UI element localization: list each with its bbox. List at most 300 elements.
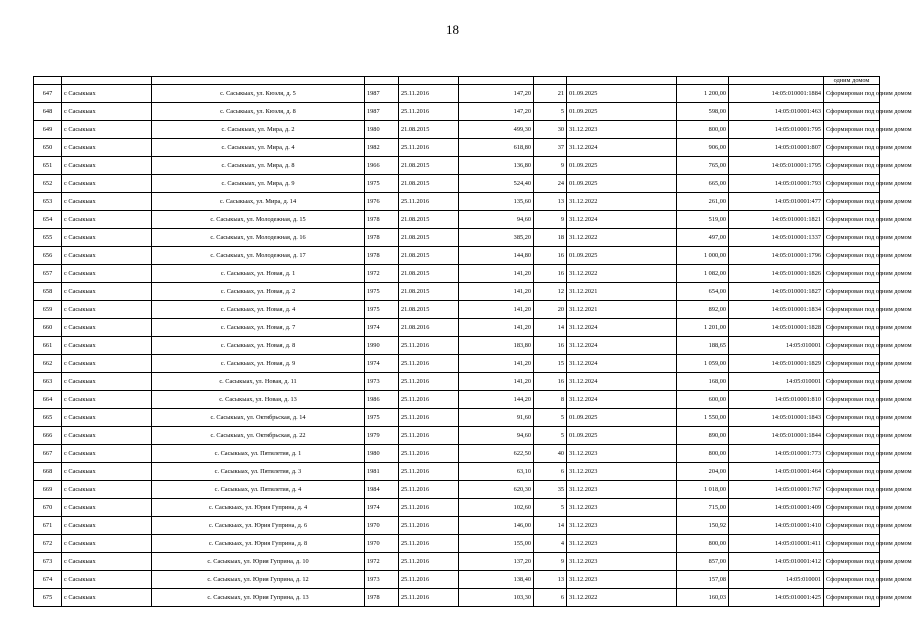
row-number-cell: 656 <box>34 247 62 265</box>
status-cell: Сформирован под одним домом <box>824 445 880 463</box>
table-row <box>34 571 880 589</box>
cadastral-number-cell: 14:05:010001:477 <box>729 193 824 211</box>
date-cell: 21.08.2015 <box>399 247 459 265</box>
table-header-row <box>34 77 880 85</box>
status-cell: Сформирован под одним домом <box>824 103 880 121</box>
area-cell: 91,60 <box>459 409 534 427</box>
amount-cell: 160,03 <box>677 589 729 607</box>
build-year-cell: 1978 <box>365 211 399 229</box>
count-cell: 16 <box>534 247 567 265</box>
date-cell: 25.11.2016 <box>399 499 459 517</box>
count-cell: 35 <box>534 481 567 499</box>
area-cell: 63,10 <box>459 463 534 481</box>
locality-cell: с Сасыкыах <box>62 157 152 175</box>
amount-cell: 1 059,00 <box>677 355 729 373</box>
amount-cell: 906,00 <box>677 139 729 157</box>
status-cell: Сформирован под одним домом <box>824 589 880 607</box>
area-cell: 103,30 <box>459 589 534 607</box>
cadastral-number-cell: 14:05:010001:767 <box>729 481 824 499</box>
deadline-cell: 31.12.2022 <box>567 589 677 607</box>
cadastral-number-cell: 14:05:010001:1884 <box>729 85 824 103</box>
cadastral-number-cell: 14:05:010001:409 <box>729 499 824 517</box>
build-year-cell: 1972 <box>365 265 399 283</box>
amount-cell: 519,00 <box>677 211 729 229</box>
build-year-cell: 1970 <box>365 517 399 535</box>
address-cell: с. Сасыкыах, ул. Новая, д. 13 <box>152 391 365 409</box>
count-cell: 13 <box>534 193 567 211</box>
count-cell: 14 <box>534 517 567 535</box>
cadastral-number-cell: 14:05:010001:1827 <box>729 283 824 301</box>
status-cell: Сформирован под одним домом <box>824 301 880 319</box>
status-cell: Сформирован под одним домом <box>824 175 880 193</box>
deadline-cell: 31.12.2023 <box>567 517 677 535</box>
table-row <box>34 121 880 139</box>
cadastral-number-cell: 14:05:010001:1843 <box>729 409 824 427</box>
address-cell: с. Сасыкыах, ул. Новая, д. 7 <box>152 319 365 337</box>
amount-cell: 188,65 <box>677 337 729 355</box>
housing-registry-table <box>33 76 912 607</box>
date-cell: 25.11.2016 <box>399 103 459 121</box>
area-cell: 135,60 <box>459 193 534 211</box>
area-cell: 146,00 <box>459 517 534 535</box>
address-cell: с. Сасыкыах, ул. Пятилетия, д. 4 <box>152 481 365 499</box>
locality-cell: с Сасыкыах <box>62 229 152 247</box>
locality-cell: с Сасыкыах <box>62 355 152 373</box>
count-cell: 16 <box>534 265 567 283</box>
date-cell: 25.11.2016 <box>399 589 459 607</box>
deadline-cell: 01.09.2025 <box>567 175 677 193</box>
amount-cell: 654,00 <box>677 283 729 301</box>
header-cell <box>534 77 567 85</box>
count-cell: 6 <box>534 589 567 607</box>
address-cell: с. Сасыкыах, ул. Мира, д. 8 <box>152 157 365 175</box>
table-row <box>34 103 880 121</box>
amount-cell: 1 550,00 <box>677 409 729 427</box>
locality-cell: с Сасыкыах <box>62 265 152 283</box>
table-row <box>34 445 880 463</box>
status-cell: Сформирован под одним домом <box>824 247 880 265</box>
row-number-cell: 653 <box>34 193 62 211</box>
row-number-cell: 659 <box>34 301 62 319</box>
header-cell <box>365 77 399 85</box>
area-cell: 622,50 <box>459 445 534 463</box>
address-cell: с. Сасыкыах, ул. Юрия Гуприна, д. 8 <box>152 535 365 553</box>
build-year-cell: 1974 <box>365 499 399 517</box>
row-number-cell: 649 <box>34 121 62 139</box>
area-cell: 144,20 <box>459 391 534 409</box>
locality-cell: с Сасыкыах <box>62 139 152 157</box>
count-cell: 13 <box>534 571 567 589</box>
build-year-cell: 1978 <box>365 229 399 247</box>
amount-cell: 204,00 <box>677 463 729 481</box>
deadline-cell: 31.12.2023 <box>567 481 677 499</box>
table-row <box>34 391 880 409</box>
locality-cell: с Сасыкыах <box>62 481 152 499</box>
status-cell: Сформирован под одним домом <box>824 211 880 229</box>
status-cell: Сформирован под одним домом <box>824 373 880 391</box>
build-year-cell: 1982 <box>365 139 399 157</box>
amount-cell: 600,00 <box>677 391 729 409</box>
area-cell: 499,30 <box>459 121 534 139</box>
date-cell: 25.11.2016 <box>399 481 459 499</box>
address-cell: с. Сасыкыах, ул. Мира, д. 9 <box>152 175 365 193</box>
build-year-cell: 1975 <box>365 283 399 301</box>
area-cell: 141,20 <box>459 283 534 301</box>
locality-cell: с Сасыкыах <box>62 535 152 553</box>
locality-cell: с Сасыкыах <box>62 553 152 571</box>
date-cell: 25.11.2016 <box>399 409 459 427</box>
build-year-cell: 1990 <box>365 337 399 355</box>
build-year-cell: 1986 <box>365 391 399 409</box>
cadastral-number-cell: 14:05:010001:1796 <box>729 247 824 265</box>
row-number-cell: 652 <box>34 175 62 193</box>
table-row <box>34 427 880 445</box>
count-cell: 16 <box>534 337 567 355</box>
address-cell: с. Сасыкыах, ул. Кюэля, д. 5 <box>152 85 365 103</box>
table-row <box>34 139 880 157</box>
area-cell: 141,20 <box>459 265 534 283</box>
address-cell: с. Сасыкыах, ул. Юрия Гуприна, д. 6 <box>152 517 365 535</box>
area-cell: 385,20 <box>459 229 534 247</box>
status-cell: Сформирован под одним домом <box>824 481 880 499</box>
header-cell <box>152 77 365 85</box>
address-cell: с. Сасыкыах, ул. Молодежная, д. 17 <box>152 247 365 265</box>
build-year-cell: 1975 <box>365 301 399 319</box>
area-cell: 102,60 <box>459 499 534 517</box>
area-cell: 620,30 <box>459 481 534 499</box>
row-number-cell: 650 <box>34 139 62 157</box>
status-cell: Сформирован под одним домом <box>824 283 880 301</box>
locality-cell: с Сасыкыах <box>62 589 152 607</box>
address-cell: с. Сасыкыах, ул. Кюэля, д. 8 <box>152 103 365 121</box>
build-year-cell: 1980 <box>365 121 399 139</box>
count-cell: 8 <box>534 391 567 409</box>
cadastral-number-cell: 14:05:010001:810 <box>729 391 824 409</box>
row-number-cell: 675 <box>34 589 62 607</box>
status-cell: Сформирован под одним домом <box>824 517 880 535</box>
header-cell <box>677 77 729 85</box>
count-cell: 4 <box>534 535 567 553</box>
table-row <box>34 409 880 427</box>
row-number-cell: 667 <box>34 445 62 463</box>
deadline-cell: 31.12.2024 <box>567 355 677 373</box>
cadastral-number-cell: 14:05:010001:773 <box>729 445 824 463</box>
date-cell: 25.11.2016 <box>399 427 459 445</box>
area-cell: 141,20 <box>459 301 534 319</box>
build-year-cell: 1975 <box>365 175 399 193</box>
status-cell: Сформирован под одним домом <box>824 265 880 283</box>
table-row <box>34 319 880 337</box>
row-number-cell: 668 <box>34 463 62 481</box>
locality-cell: с Сасыкыах <box>62 175 152 193</box>
locality-cell: с Сасыкыах <box>62 247 152 265</box>
status-cell: Сформирован под одним домом <box>824 535 880 553</box>
table-row <box>34 193 880 211</box>
table-row <box>34 589 880 607</box>
amount-cell: 1 082,00 <box>677 265 729 283</box>
deadline-cell: 31.12.2023 <box>567 553 677 571</box>
build-year-cell: 1975 <box>365 409 399 427</box>
address-cell: с. Сасыкыах, ул. Пятилетия, д. 3 <box>152 463 365 481</box>
status-cell: Сформирован под одним домом <box>824 193 880 211</box>
status-cell: Сформирован под одним домом <box>824 355 880 373</box>
count-cell: 16 <box>534 373 567 391</box>
date-cell: 25.11.2016 <box>399 139 459 157</box>
date-cell: 25.11.2016 <box>399 463 459 481</box>
date-cell: 21.08.2015 <box>399 301 459 319</box>
build-year-cell: 1970 <box>365 535 399 553</box>
deadline-cell: 31.12.2023 <box>567 571 677 589</box>
locality-cell: с Сасыкыах <box>62 373 152 391</box>
locality-cell: с Сасыкыах <box>62 103 152 121</box>
cadastral-number-cell: 14:05:010001:1829 <box>729 355 824 373</box>
address-cell: с. Сасыкыах, ул. Октябрьская, д. 22 <box>152 427 365 445</box>
cadastral-number-cell: 14:05:010001 <box>729 337 824 355</box>
row-number-cell: 670 <box>34 499 62 517</box>
count-cell: 9 <box>534 211 567 229</box>
address-cell: с. Сасыкыах, ул. Новая, д. 4 <box>152 301 365 319</box>
deadline-cell: 31.12.2022 <box>567 193 677 211</box>
address-cell: с. Сасыкыах, ул. Новая, д. 8 <box>152 337 365 355</box>
status-cell: Сформирован под одним домом <box>824 121 880 139</box>
cadastral-number-cell: 14:05:010001:412 <box>729 553 824 571</box>
area-cell: 137,20 <box>459 553 534 571</box>
status-cell: Сформирован под одним домом <box>824 463 880 481</box>
locality-cell: с Сасыкыах <box>62 85 152 103</box>
table-row <box>34 85 880 103</box>
header-cell <box>567 77 677 85</box>
row-number-cell: 665 <box>34 409 62 427</box>
amount-cell: 1 000,00 <box>677 247 729 265</box>
row-number-cell: 648 <box>34 103 62 121</box>
cadastral-number-cell: 14:05:010001 <box>729 373 824 391</box>
locality-cell: с Сасыкыах <box>62 571 152 589</box>
date-cell: 25.11.2016 <box>399 571 459 589</box>
amount-cell: 598,00 <box>677 103 729 121</box>
row-number-cell: 658 <box>34 283 62 301</box>
table-row <box>34 283 880 301</box>
build-year-cell: 1978 <box>365 247 399 265</box>
date-cell: 25.11.2016 <box>399 373 459 391</box>
row-number-cell: 647 <box>34 85 62 103</box>
amount-cell: 765,00 <box>677 157 729 175</box>
status-cell: Сформирован под одним домом <box>824 499 880 517</box>
address-cell: с. Сасыкыах, ул. Юрия Гуприна, д. 12 <box>152 571 365 589</box>
count-cell: 5 <box>534 499 567 517</box>
status-cell: Сформирован под одним домом <box>824 571 880 589</box>
address-cell: с. Сасыкыах, ул. Новая, д. 2 <box>152 283 365 301</box>
amount-cell: 1 201,00 <box>677 319 729 337</box>
table-row <box>34 265 880 283</box>
row-number-cell: 654 <box>34 211 62 229</box>
date-cell: 25.11.2016 <box>399 445 459 463</box>
date-cell: 25.11.2016 <box>399 193 459 211</box>
area-cell: 94,60 <box>459 427 534 445</box>
deadline-cell: 31.12.2022 <box>567 265 677 283</box>
amount-cell: 150,92 <box>677 517 729 535</box>
cadastral-number-cell: 14:05:010001:795 <box>729 121 824 139</box>
area-cell: 183,80 <box>459 337 534 355</box>
locality-cell: с Сасыкыах <box>62 517 152 535</box>
build-year-cell: 1972 <box>365 553 399 571</box>
cadastral-number-cell: 14:05:010001:464 <box>729 463 824 481</box>
count-cell: 5 <box>534 409 567 427</box>
count-cell: 37 <box>534 139 567 157</box>
deadline-cell: 31.12.2023 <box>567 463 677 481</box>
area-cell: 155,00 <box>459 535 534 553</box>
area-cell: 136,80 <box>459 157 534 175</box>
area-cell: 141,20 <box>459 373 534 391</box>
amount-cell: 261,00 <box>677 193 729 211</box>
amount-cell: 497,00 <box>677 229 729 247</box>
deadline-cell: 01.09.2025 <box>567 157 677 175</box>
cadastral-number-cell: 14:05:010001:1821 <box>729 211 824 229</box>
cadastral-number-cell: 14:05:010001:1337 <box>729 229 824 247</box>
date-cell: 25.11.2016 <box>399 517 459 535</box>
build-year-cell: 1974 <box>365 355 399 373</box>
row-number-cell: 664 <box>34 391 62 409</box>
row-number-cell: 651 <box>34 157 62 175</box>
address-cell: с. Сасыкыах, ул. Юрия Гуприна, д. 10 <box>152 553 365 571</box>
status-tail-cell: одним домом <box>824 77 880 85</box>
table-row <box>34 517 880 535</box>
cadastral-number-cell: 14:05:010001:793 <box>729 175 824 193</box>
deadline-cell: 31.12.2021 <box>567 301 677 319</box>
locality-cell: с Сасыкыах <box>62 409 152 427</box>
table-row <box>34 553 880 571</box>
table-row <box>34 175 880 193</box>
date-cell: 25.11.2016 <box>399 85 459 103</box>
locality-cell: с Сасыкыах <box>62 319 152 337</box>
cadastral-number-cell: 14:05:010001:1828 <box>729 319 824 337</box>
header-cell <box>729 77 824 85</box>
table-row <box>34 355 880 373</box>
cadastral-number-cell: 14:05:010001:425 <box>729 589 824 607</box>
locality-cell: с Сасыкыах <box>62 211 152 229</box>
deadline-cell: 01.09.2025 <box>567 409 677 427</box>
date-cell: 21.08.2015 <box>399 283 459 301</box>
status-cell: Сформирован под одним домом <box>824 85 880 103</box>
status-cell: Сформирован под одним домом <box>824 427 880 445</box>
cadastral-number-cell: 14:05:010001:1795 <box>729 157 824 175</box>
address-cell: с. Сасыкыах, ул. Мира, д. 14 <box>152 193 365 211</box>
date-cell: 21.08.2015 <box>399 265 459 283</box>
status-cell: Сформирован под одним домом <box>824 319 880 337</box>
count-cell: 5 <box>534 103 567 121</box>
date-cell: 25.11.2016 <box>399 391 459 409</box>
build-year-cell: 1987 <box>365 103 399 121</box>
amount-cell: 800,00 <box>677 121 729 139</box>
locality-cell: с Сасыкыах <box>62 301 152 319</box>
address-cell: с. Сасыкыах, ул. Октябрьская, д. 14 <box>152 409 365 427</box>
deadline-cell: 31.12.2024 <box>567 319 677 337</box>
table-row <box>34 301 880 319</box>
cadastral-number-cell: 14:05:010001:1826 <box>729 265 824 283</box>
status-cell: Сформирован под одним домом <box>824 337 880 355</box>
amount-cell: 157,08 <box>677 571 729 589</box>
row-number-cell: 672 <box>34 535 62 553</box>
cadastral-number-cell: 14:05:010001:463 <box>729 103 824 121</box>
row-number-cell: 663 <box>34 373 62 391</box>
header-cell <box>399 77 459 85</box>
build-year-cell: 1979 <box>365 427 399 445</box>
date-cell: 21.08.2016 <box>399 319 459 337</box>
date-cell: 25.11.2016 <box>399 553 459 571</box>
row-number-cell: 661 <box>34 337 62 355</box>
address-cell: с. Сасыкыах, ул. Пятилетия, д. 1 <box>152 445 365 463</box>
header-cell <box>62 77 152 85</box>
table-row <box>34 481 880 499</box>
count-cell: 9 <box>534 157 567 175</box>
count-cell: 6 <box>534 463 567 481</box>
count-cell: 21 <box>534 85 567 103</box>
table-row <box>34 337 880 355</box>
address-cell: с. Сасыкыах, ул. Юрия Гуприна, д. 13 <box>152 589 365 607</box>
build-year-cell: 1973 <box>365 571 399 589</box>
status-cell: Сформирован под одним домом <box>824 229 880 247</box>
area-cell: 141,20 <box>459 355 534 373</box>
row-number-cell: 657 <box>34 265 62 283</box>
address-cell: с. Сасыкыах, ул. Новая, д. 1 <box>152 265 365 283</box>
count-cell: 18 <box>534 229 567 247</box>
amount-cell: 892,00 <box>677 301 729 319</box>
row-number-cell: 669 <box>34 481 62 499</box>
area-cell: 138,40 <box>459 571 534 589</box>
count-cell: 12 <box>534 283 567 301</box>
date-cell: 25.11.2016 <box>399 535 459 553</box>
row-number-cell: 660 <box>34 319 62 337</box>
deadline-cell: 31.12.2023 <box>567 499 677 517</box>
address-cell: с. Сасыкыах, ул. Мира, д. 4 <box>152 139 365 157</box>
table-row <box>34 247 880 265</box>
count-cell: 14 <box>534 319 567 337</box>
count-cell: 40 <box>534 445 567 463</box>
deadline-cell: 01.09.2025 <box>567 85 677 103</box>
status-cell: Сформирован под одним домом <box>824 139 880 157</box>
area-cell: 147,20 <box>459 103 534 121</box>
address-cell: с. Сасыкыах, ул. Мира, д. 2 <box>152 121 365 139</box>
area-cell: 141,20 <box>459 319 534 337</box>
deadline-cell: 01.09.2025 <box>567 427 677 445</box>
locality-cell: с Сасыкыах <box>62 445 152 463</box>
amount-cell: 1 200,00 <box>677 85 729 103</box>
row-number-cell: 674 <box>34 571 62 589</box>
area-cell: 144,80 <box>459 247 534 265</box>
amount-cell: 715,00 <box>677 499 729 517</box>
locality-cell: с Сасыкыах <box>62 499 152 517</box>
address-cell: с. Сасыкыах, ул. Юрия Гуприна, д. 4 <box>152 499 365 517</box>
date-cell: 21.08.2015 <box>399 175 459 193</box>
row-number-cell: 666 <box>34 427 62 445</box>
count-cell: 24 <box>534 175 567 193</box>
status-cell: Сформирован под одним домом <box>824 409 880 427</box>
table-row <box>34 373 880 391</box>
count-cell: 20 <box>534 301 567 319</box>
deadline-cell: 31.12.2024 <box>567 391 677 409</box>
amount-cell: 857,00 <box>677 553 729 571</box>
build-year-cell: 1980 <box>365 445 399 463</box>
build-year-cell: 1974 <box>365 319 399 337</box>
cadastral-number-cell: 14:05:010001:1834 <box>729 301 824 319</box>
area-cell: 94,60 <box>459 211 534 229</box>
date-cell: 25.11.2016 <box>399 337 459 355</box>
locality-cell: с Сасыкыах <box>62 283 152 301</box>
area-cell: 618,80 <box>459 139 534 157</box>
count-cell: 5 <box>534 427 567 445</box>
table-row <box>34 157 880 175</box>
status-cell: Сформирован под одним домом <box>824 157 880 175</box>
deadline-cell: 31.12.2021 <box>567 283 677 301</box>
